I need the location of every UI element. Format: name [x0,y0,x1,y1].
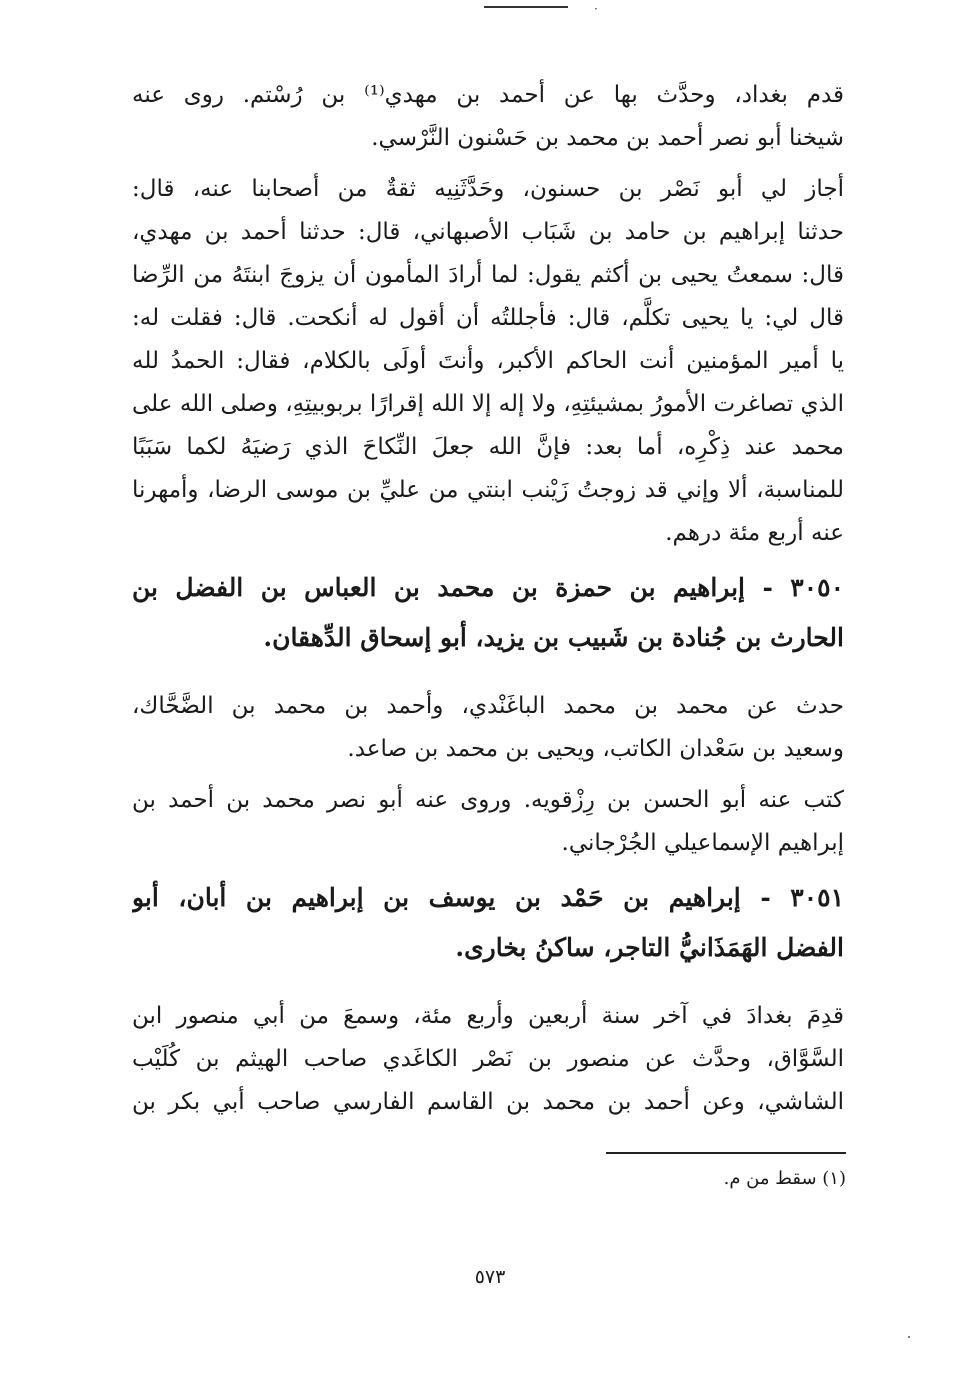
header-mark: · [594,2,598,16]
page-number: ٥٧٣ [474,1266,506,1288]
text-line: يا أمير المؤمنين أنت الحاكم الأكبر، وأنتَ أولَى بالكلام، فقال: الحمدُ لله [132,348,844,374]
heading-line: ٣٠٥١ - إبراهيم بن حَمْد بن يوسف بن إبراهيم بن أبان، أبو [132,883,844,912]
text-line: أجاز لي أبو نَصْر بن حسنون، وحَدَّثَنِيه ثقةٌ من أصحابنا عنه، قال: [132,176,844,202]
paragraph-2 [132,168,844,555]
footnote-text: سقط من م. [723,1168,817,1189]
text-line: حدث عن محمد بن محمد الباغَنْدي، وأحمد بن محمد بن الضَّحَّاك، [132,693,844,719]
text-line: قال لي: يا يحيى تكلَّم، قال: فأجللتُه أن أقول له أنكحت. قال: فقلت له: [132,305,844,331]
text-line: الشاشي، وعن أحمد بن محمد بن القاسم الفارسي صاحب أبي بكر بن [132,1089,844,1115]
text-line: وسعيد بن سَعْدان الكاتب، ويحيى بن محمد بن صاعد. [347,736,844,762]
text-line: قال: سمعتُ يحيى بن أكثم يقول: لما أرادَ المأمون أن يزوجَ ابنتَهُ من الرِّضا [132,262,844,288]
footnote-marker: (١) [822,1168,846,1189]
heading-line: الحارث بن جُنادة بن شَبيب بن يزيد، أبو إسحاق الدِّهقان. [263,623,844,652]
text-line: شيخنا أبو نصر أحمد بن محمد بن حَسْنون النَّرْسي. [371,125,844,151]
heading-line: ٣٠٥٠ - إبراهيم بن حمزة بن محمد بن العباس بن الفضل بن [132,573,844,602]
scan-speck [908,1336,910,1338]
entry-heading-3051 [132,873,844,973]
entry-3051-paragraph-1 [132,995,844,1124]
text-line: حدثنا إبراهيم بن حامد بن شَبَاب الأصبهاني، قال: حدثنا أحمد بن مهدي، [132,219,844,245]
text-line: إبراهيم الإسماعيلي الجُرْجاني. [561,830,844,856]
text-line: الذي تصاغرت الأمورُ بمشيئتِهِ، ولا إله إلا الله إقرارًا بربوبيتِهِ، وصلى الله على [132,391,844,417]
text-line: محمد عند ذِكْرِه، أما بعد: فإنَّ الله جعلَ النِّكاحَ الذي رَضيَهُ لكما سَبَبًا [132,434,844,460]
entry-3050-paragraph-2 [132,779,844,865]
text-line: قدِمَ بغدادَ في آخر سنة أربعين وأربع مئة، وسمعَ من أبي منصور ابن [132,1003,844,1029]
entry-heading-3050 [132,563,844,663]
text-line: كتب عنه أبو الحسن بن رِزْقويه. وروى عنه أبو نصر محمد بن أحمد بن [132,787,844,813]
header-rule [484,6,568,8]
paragraph-1 [132,74,844,160]
footnote [724,1168,846,1189]
entry-3050-paragraph-1 [132,685,844,771]
heading-line: الفضل الهَمَذَانيُّ التاجر، ساكنُ بخارى. [455,933,844,962]
page-body [132,74,844,1132]
text-line: عنه أربع مئة درهم. [665,520,844,546]
text-line: السَّوَّاق، وحدَّث عن منصور بن نَصْر الكاغَدي صاحب الهيثم بن كُلَيْب [132,1046,844,1072]
footnote-rule [606,1152,846,1154]
text-line: للمناسبة، ألا وإني قد زوجتُ زَيْنب ابنتي من عليِّ بن موسى الرضا، وأمهرنا [132,477,844,503]
text-line: قدم بغداد، وحدَّث بها عن أحمد بن مهدي⁽¹⁾ بن رُسْتم. روى عنه [132,82,844,108]
